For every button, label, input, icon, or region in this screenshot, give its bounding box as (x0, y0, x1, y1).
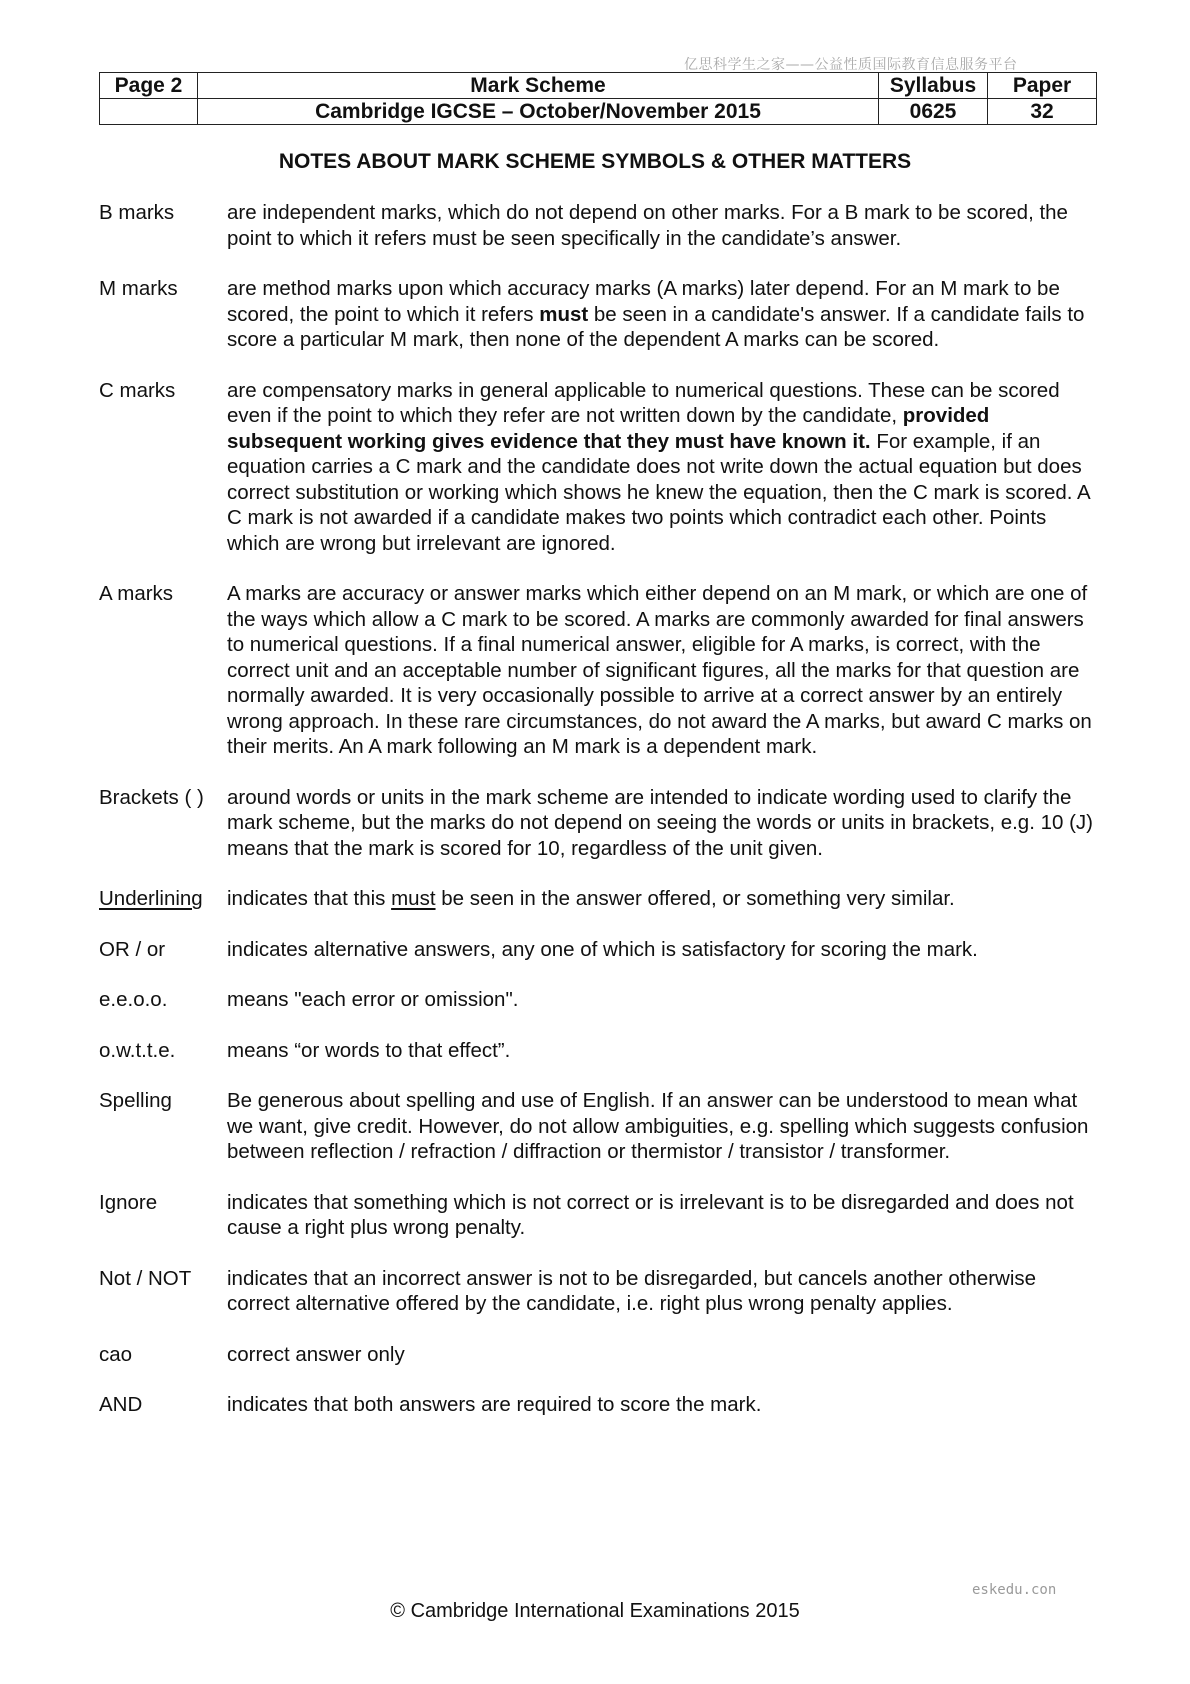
description-bold-text: provided subsequent working gives evidence that they must have known it. (227, 404, 990, 453)
entry-description: A marks are accuracy or answer marks which either depend on an M mark, or which are one of the ways which allow a C mark to be scored. A marks are commonly awarded for final answers to numerical questions. If a final numerical answer, eligible for A marks, is correct, with the correct unit and an acceptable number of significant figures, all the marks for that question are normally awarded. It is very occasionally possible to arrive at a correct answer by an entirely wrong approach. In these rare circumstances, do not award the A marks, but award C marks on their merits. An A mark following an M mark is a dependent mark. (227, 582, 1092, 758)
entry-description: indicates alternative answers, any one of which is satisfactory for scoring the mark. (227, 937, 978, 961)
notes-list (99, 200, 1099, 1443)
paper-label: Paper (988, 73, 1097, 99)
document-title: Mark Scheme (198, 73, 879, 99)
entry-brackets (99, 785, 1099, 862)
entry-term: C marks (99, 378, 176, 402)
entry-term: B marks (99, 201, 175, 224)
entry-term: cao (99, 1342, 133, 1366)
description-bold-text: must (539, 302, 589, 326)
entry-term: Brackets ( ) (99, 785, 204, 809)
entry-owtte (99, 1038, 1099, 1064)
entry-description: means "each error or omission". (227, 988, 519, 1011)
paper-value: 32 (988, 99, 1097, 125)
description-text: are compensatory marks in general applicable to numerical questions. These can be scored even if the point to which they refer are not written down by the candidate, (227, 378, 1060, 427)
copyright-footer: © Cambridge International Examinations 2015 (390, 1600, 800, 1622)
entry-description: indicates that an incorrect answer is not to be disregarded, but cancels another otherwise correct alternative offered by the candidate, i.e. right plus wrong penalty applies. (227, 1266, 1037, 1315)
entry-description: indicates that both answers are required to score the mark. (227, 1393, 762, 1416)
entry-not (99, 1266, 1099, 1317)
description-text: are method marks upon which accuracy marks (A marks) later depend. For an M mark to be scored, the point to which it refers (227, 277, 1060, 326)
description-text: be seen in the answer offered, or something very similar. (435, 887, 955, 910)
entry-c-marks (99, 378, 1099, 557)
description-underlined-text: must (391, 887, 436, 910)
entry-description: means “or words to that effect”. (227, 1038, 511, 1062)
entry-term: Spelling (99, 1089, 172, 1112)
description-text: For example, if an equation carries a C mark and the candidate does not write down the actual equation but does correct substitution or working which shows he knew the equation, then the C mark is scored. A C mark is not awarded if a candidate makes two points which contradict each other. Points which are wrong but irrelevant are ignored. (227, 429, 1090, 555)
header-table (99, 72, 1097, 125)
syllabus-label: Syllabus (879, 73, 988, 99)
description-text: be seen in a candidate's answer. If a candidate fails to score a particular M mark, then none of the dependent A marks can be scored. (227, 302, 1085, 351)
entry-term: AND (99, 1393, 143, 1416)
entry-or (99, 937, 1099, 963)
entry-term: OR / or (99, 937, 166, 961)
entry-description: are independent marks, which do not depend on other marks. For a B mark to be scored, the point to which it refers must be seen specifically in the candidate’s answer. (227, 201, 1068, 250)
entry-term: M marks (99, 277, 178, 300)
entry-cao (99, 1342, 1099, 1368)
entry-term: Not / NOT (99, 1266, 192, 1290)
entry-a-marks (99, 581, 1099, 760)
page-number: Page 2 (100, 73, 198, 99)
header-empty-cell (100, 99, 198, 125)
entry-underlining (99, 886, 1099, 912)
entry-description (227, 276, 1099, 353)
entry-description: around words or units in the mark scheme are intended to indicate wording used to clarify the mark scheme, but the marks do not depend on seeing the words or units in brackets, e.g. 10 (J) means that the mark is scored for 10, regardless of the unit given. (227, 785, 1094, 860)
syllabus-value: 0625 (879, 99, 988, 125)
entry-eeoo (99, 987, 1099, 1013)
entry-term: A marks (99, 582, 174, 605)
entry-description: correct answer only (227, 1342, 405, 1366)
watermark-top: 亿思科学生之家——公益性质国际教育信息服务平台 (684, 57, 1018, 73)
entry-spelling (99, 1088, 1099, 1165)
entry-and (99, 1392, 1099, 1418)
notes-heading: NOTES ABOUT MARK SCHEME SYMBOLS & OTHER MATTERS (278, 150, 912, 173)
entry-description (227, 378, 1099, 557)
description-text: indicates that this (227, 887, 392, 910)
entry-m-marks (99, 276, 1099, 353)
entry-description: indicates that something which is not correct or is irrelevant is to be disregarded and does not cause a right plus wrong penalty. (227, 1190, 1074, 1239)
entry-term: Underlining (99, 887, 203, 910)
entry-term: o.w.t.t.e. (99, 1038, 176, 1062)
entry-b-marks (99, 200, 1099, 251)
watermark-bottom: eskedu.con (972, 1582, 1057, 1598)
entry-description (227, 886, 1099, 912)
entry-term: e.e.o.o. (99, 988, 168, 1011)
entry-term: Ignore (99, 1190, 158, 1214)
entry-ignore (99, 1190, 1099, 1241)
entry-description: Be generous about spelling and use of English. If an answer can be understood to mean what we want, give credit. However, do not allow ambiguities, e.g. spelling which suggests confusion between reflection / refraction / diffraction or thermistor / transistor / transformer. (227, 1089, 1089, 1163)
document-subtitle: Cambridge IGCSE – October/November 2015 (198, 99, 879, 125)
